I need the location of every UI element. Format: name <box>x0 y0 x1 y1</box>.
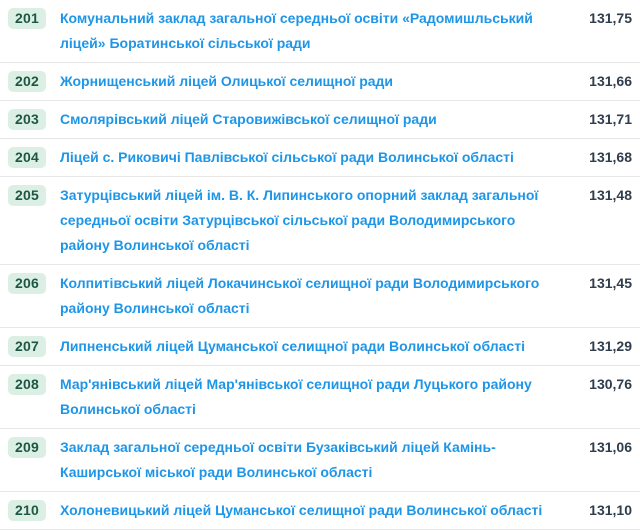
table-row <box>0 366 640 429</box>
score-value: 131,29 <box>589 338 632 354</box>
school-link[interactable]: Мар'янівський ліцей Мар'янівської селищної ради Луцького району Волинської області <box>60 376 532 417</box>
table-row <box>0 101 640 139</box>
rank-badge: 209 <box>8 437 46 458</box>
score-value: 131,66 <box>589 73 632 89</box>
table-row <box>0 429 640 492</box>
rank-badge: 206 <box>8 273 46 294</box>
school-link[interactable]: Ліцей с. Риковичі Павлівської сільської ради Волинської області <box>60 149 514 165</box>
table-row <box>0 265 640 328</box>
school-link[interactable]: Смолярівський ліцей Старовижівської селищної ради <box>60 111 437 127</box>
rank-badge: 207 <box>8 336 46 357</box>
score-value: 131,75 <box>589 10 632 26</box>
table-row <box>0 328 640 366</box>
score-value: 131,68 <box>589 149 632 165</box>
score-value: 130,76 <box>589 376 632 392</box>
table-row <box>0 492 640 530</box>
school-link[interactable]: Липненський ліцей Цуманської селищної ради Волинської області <box>60 338 525 354</box>
school-link[interactable]: Заклад загальної середньої освіти Бузаківський ліцей Камінь-Каширської міської ради Волинської області <box>60 439 496 480</box>
table-row <box>0 0 640 63</box>
rank-badge: 204 <box>8 147 46 168</box>
rank-badge: 205 <box>8 185 46 206</box>
score-value: 131,71 <box>589 111 632 127</box>
rank-badge: 202 <box>8 71 46 92</box>
score-value: 131,45 <box>589 275 632 291</box>
table-row <box>0 139 640 177</box>
school-link[interactable]: Жорнищенський ліцей Олицької селищної ради <box>60 73 394 89</box>
school-link[interactable]: Холоневицький ліцей Цуманської селищної ради Волинської області <box>60 502 543 518</box>
score-value: 131,48 <box>589 187 632 203</box>
rank-badge: 203 <box>8 109 46 130</box>
rank-badge: 201 <box>8 8 46 29</box>
school-link[interactable]: Затурцівський ліцей ім. В. К. Липинського опорний заклад загальної середньої освіти Затурцівської сільської ради Володимирського району Волинської області <box>60 187 539 253</box>
table-row <box>0 63 640 101</box>
rank-badge: 208 <box>8 374 46 395</box>
rank-badge: 210 <box>8 500 46 521</box>
school-link[interactable]: Комунальний заклад загальної середньої освіти «Радомишльський ліцей» Боратинської сільської ради <box>60 10 533 51</box>
table-row <box>0 177 640 265</box>
school-link[interactable]: Колпитівський ліцей Локачинської селищної ради Володимирського району Волинської області <box>60 275 540 316</box>
score-value: 131,10 <box>589 502 632 518</box>
score-value: 131,06 <box>589 439 632 455</box>
